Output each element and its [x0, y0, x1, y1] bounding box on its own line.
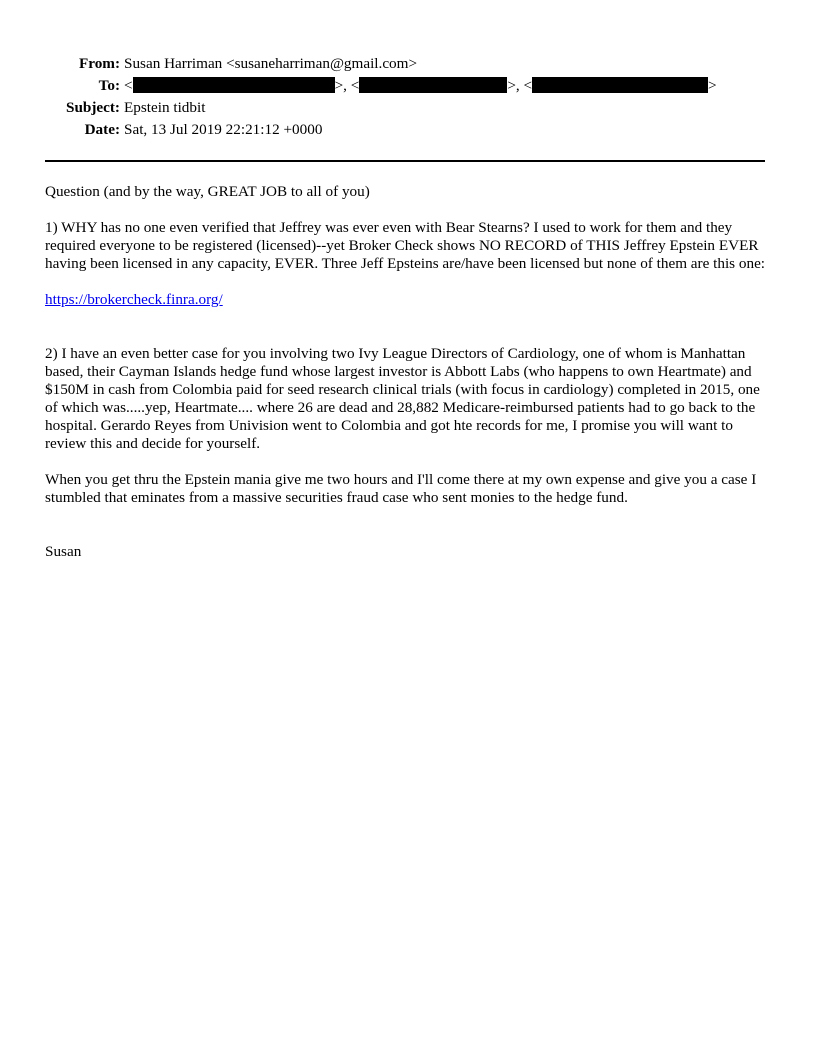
point-one-paragraph: 1) WHY has no one even verified that Jeffrey was ever even with Bear Stearns? I used to work for them and they required everyone to be registered (licensed)--yet Broker Check shows NO RECORD of THIS Jeffrey Epstein EVER having been licensed in any capacity, EVER. Three Jeff Epsteins are/have been licensed but none of them are this one: [45, 219, 766, 272]
subject-label: Subject: [66, 99, 120, 116]
to-value [124, 75, 717, 97]
intro-paragraph: Question (and by the way, GREAT JOB to all of you) [45, 183, 370, 200]
subject-value: Epstein tidbit [124, 99, 206, 116]
header-divider [45, 160, 765, 162]
brokercheck-link[interactable]: https://brokercheck.finra.org/ [45, 291, 223, 308]
date-label: Date: [84, 121, 120, 138]
point-two-paragraph: 2) I have an even better case for you involving two Ivy League Directors of Cardiology, one of whom is Manhattan based, their Cayman Islands hedge fund whose largest investor is Abbott Labs (who happens to own Heartmate) and $150M in cash from Colombia paid for seed research clinical trials (with focus in cardiology) completed in 2015, one of which was.....yep, Heartmate.... where 26 are dead and 28,882 Medicare-reimbursed patients had to go back to the hospital. Gerardo Reyes from Univision went to Colombia and got hte records for me, I promise you will want to review this and decide for yourself. [45, 345, 760, 452]
to-label: To: [98, 77, 120, 94]
to-bracket-open: < [124, 77, 133, 94]
to-separator: >, < [334, 77, 360, 94]
email-header [45, 53, 765, 141]
subject-row [45, 97, 765, 119]
closing-paragraph: When you get thru the Epstein mania give me two hours and I'll come there at my own expense and give you a case I stumbled that eminates from a massive securities fraud case who sent monies to the hedge fund. [45, 471, 757, 506]
to-row [45, 75, 765, 97]
signature: Susan [45, 543, 82, 560]
to-separator: >, < [507, 77, 533, 94]
email-body [45, 183, 770, 561]
date-value: Sat, 13 Jul 2019 22:21:12 +0000 [124, 121, 323, 138]
redaction-block [133, 77, 335, 93]
to-bracket-close: > [708, 77, 717, 94]
from-value: Susan Harriman <susaneharriman@gmail.com> [124, 55, 418, 72]
redaction-block [532, 77, 708, 93]
from-row [45, 53, 765, 75]
redaction-block [359, 77, 507, 93]
from-label: From: [78, 55, 120, 72]
date-row [45, 119, 765, 141]
